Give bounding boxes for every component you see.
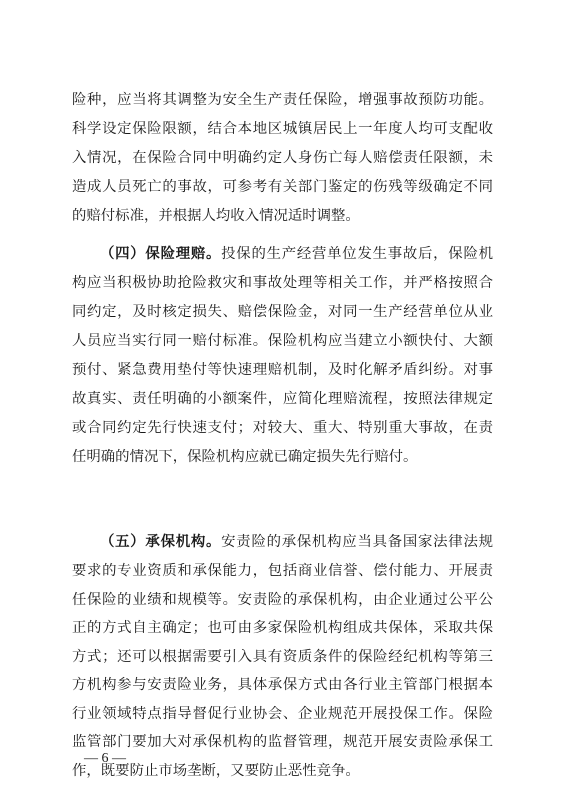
section-first-line (100, 529, 493, 555)
body-line: 入情况，在保险合同中明确约定人身伤亡每人赔偿责任限额，未 (72, 150, 493, 166)
section-first-line (100, 241, 493, 267)
body-line: 正的方式自主确定；也可由多家保险机构组成共保体，采取共保 (72, 620, 493, 636)
body-line: 或合同约定先行快速支付；对较大、重大、特别重大事故，在责 (72, 420, 493, 436)
body-line: 同约定，及时核定损失、赔偿保险金，对同一生产经营单位从业 (72, 304, 493, 320)
body-line: 人员应当实行同一赔付标准。保险机构应当建立小额快付、大额 (72, 333, 493, 349)
body-line: 监管部门要加大对承保机构的监督管理，规范开展安责险承保工 (72, 734, 493, 750)
section-heading: （四）保险理赔。 (100, 246, 222, 262)
body-line: 方机构参与安责险业务，具体承保方式由各行业主管部门根据本 (72, 677, 493, 693)
body-line: 构应当积极协助抢险救灾和事故处理等相关工作，并严格按照合 (72, 275, 493, 291)
body-line: 作，既要防止市场垄断，又要防止恶性竞争。 (72, 762, 360, 779)
body-text: 投保的生产经营单位发生事故后，保险机 (221, 246, 493, 262)
body-line: 行业领域特点指导督促行业协会、企业规范开展投保工作。保险 (72, 705, 493, 722)
body-line: 的赔付标准，并根据人均收入情况适时调整。 (72, 208, 360, 224)
section-heading: （五）承保机构。 (100, 534, 222, 550)
body-line: 故真实、责任明确的小额案件，应简化理赔流程，按照法律规定 (72, 391, 493, 407)
body-line: 要求的专业资质和承保能力，包括商业信誉、偿付能力、开展责 (72, 563, 493, 579)
body-line: 造成人员死亡的事故，可参考有关部门鉴定的伤残等级确定不同 (72, 179, 493, 195)
body-line: 任保险的业绩和规模等。安责险的承保机构，由企业通过公平公 (72, 591, 493, 608)
body-line: 任明确的情况下，保险机构应就已确定损失先行赔付。 (72, 449, 418, 465)
body-line: 方式；还可以根据需要引入具有资质条件的保险经纪机构等第三 (72, 648, 493, 665)
body-line: 预付、紧急费用垫付等快速理赔机制，及时化解矛盾纠纷。对事 (72, 362, 493, 378)
body-text: 安责险的承保机构应当具备国家法律法规 (221, 534, 493, 550)
body-line: 险种，应当将其调整为安全生产责任保险，增强事故预防功能。 (72, 92, 493, 108)
body-line: 科学设定保险限额，结合本地区城镇居民上一年度人均可支配收 (72, 121, 493, 137)
page-number: — 6 — (84, 751, 126, 766)
